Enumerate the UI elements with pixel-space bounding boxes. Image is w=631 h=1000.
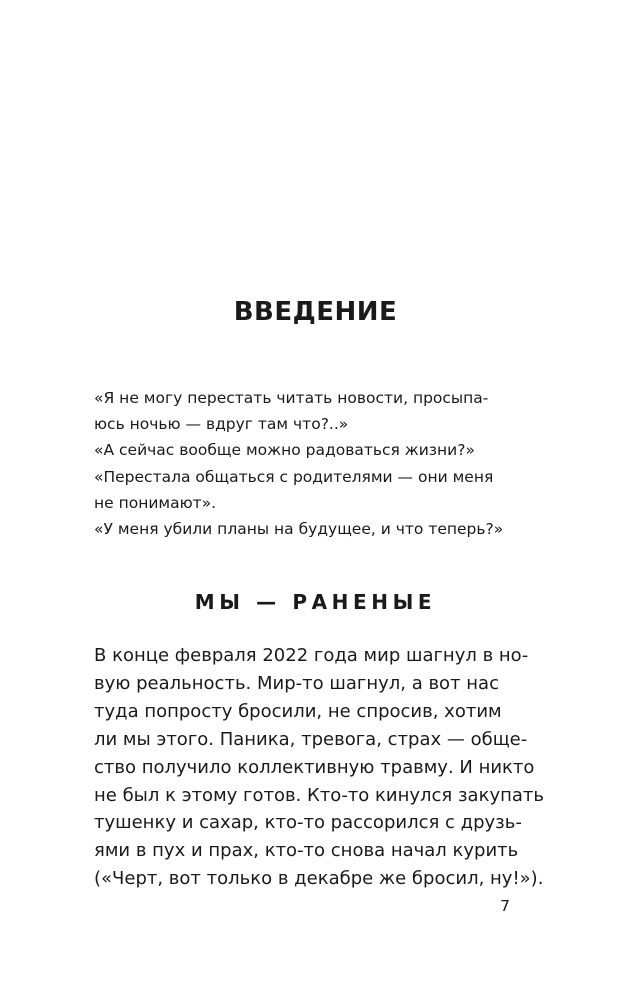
body-line: ями в пух и прах, кто-то снова начал курить [94, 840, 519, 862]
epigraph-line: «А сейчас вообще можно радоваться жизни?» [94, 441, 475, 460]
epigraph-line: «Перестала общаться с родителями — они меня [94, 467, 494, 486]
body-line: ли мы этого. Паника, тревога, страх — обще- [94, 728, 528, 750]
epigraph-line: «У меня убили планы на будущее, и что теперь?» [94, 520, 504, 539]
epigraph-line: не понимают». [94, 493, 217, 512]
body-line: («Черт, вот только в декабре же бросил, ну!»). [94, 868, 544, 890]
section-title: МЫ — РАНЕНЫЕ [194, 590, 437, 614]
body-line: не был к этому готов. Кто-то кинулся закупать [94, 784, 544, 806]
epigraph-line: «Я не могу перестать читать новости, просыпа- [94, 389, 489, 407]
body-line: вую реальность. Мир-то шагнул, а вот нас [94, 672, 499, 694]
epigraph-line: юсь ночью — вдруг там что?..» [94, 415, 349, 434]
body-line: ство получило коллективную травму. И никто [94, 756, 535, 778]
chapter-title: ВВЕДЕНИЕ [233, 297, 398, 327]
body-line: тушенку и сахар, кто-то рассорился с друзь- [94, 812, 522, 834]
page-number: 7 [500, 897, 510, 915]
body-paragraph [94, 642, 544, 893]
epigraph [94, 385, 544, 542]
body-line: туда попросту бросили, не спросив, хотим [94, 700, 502, 722]
body-line: В конце февраля 2022 года мир шагнул в но- [94, 645, 529, 666]
